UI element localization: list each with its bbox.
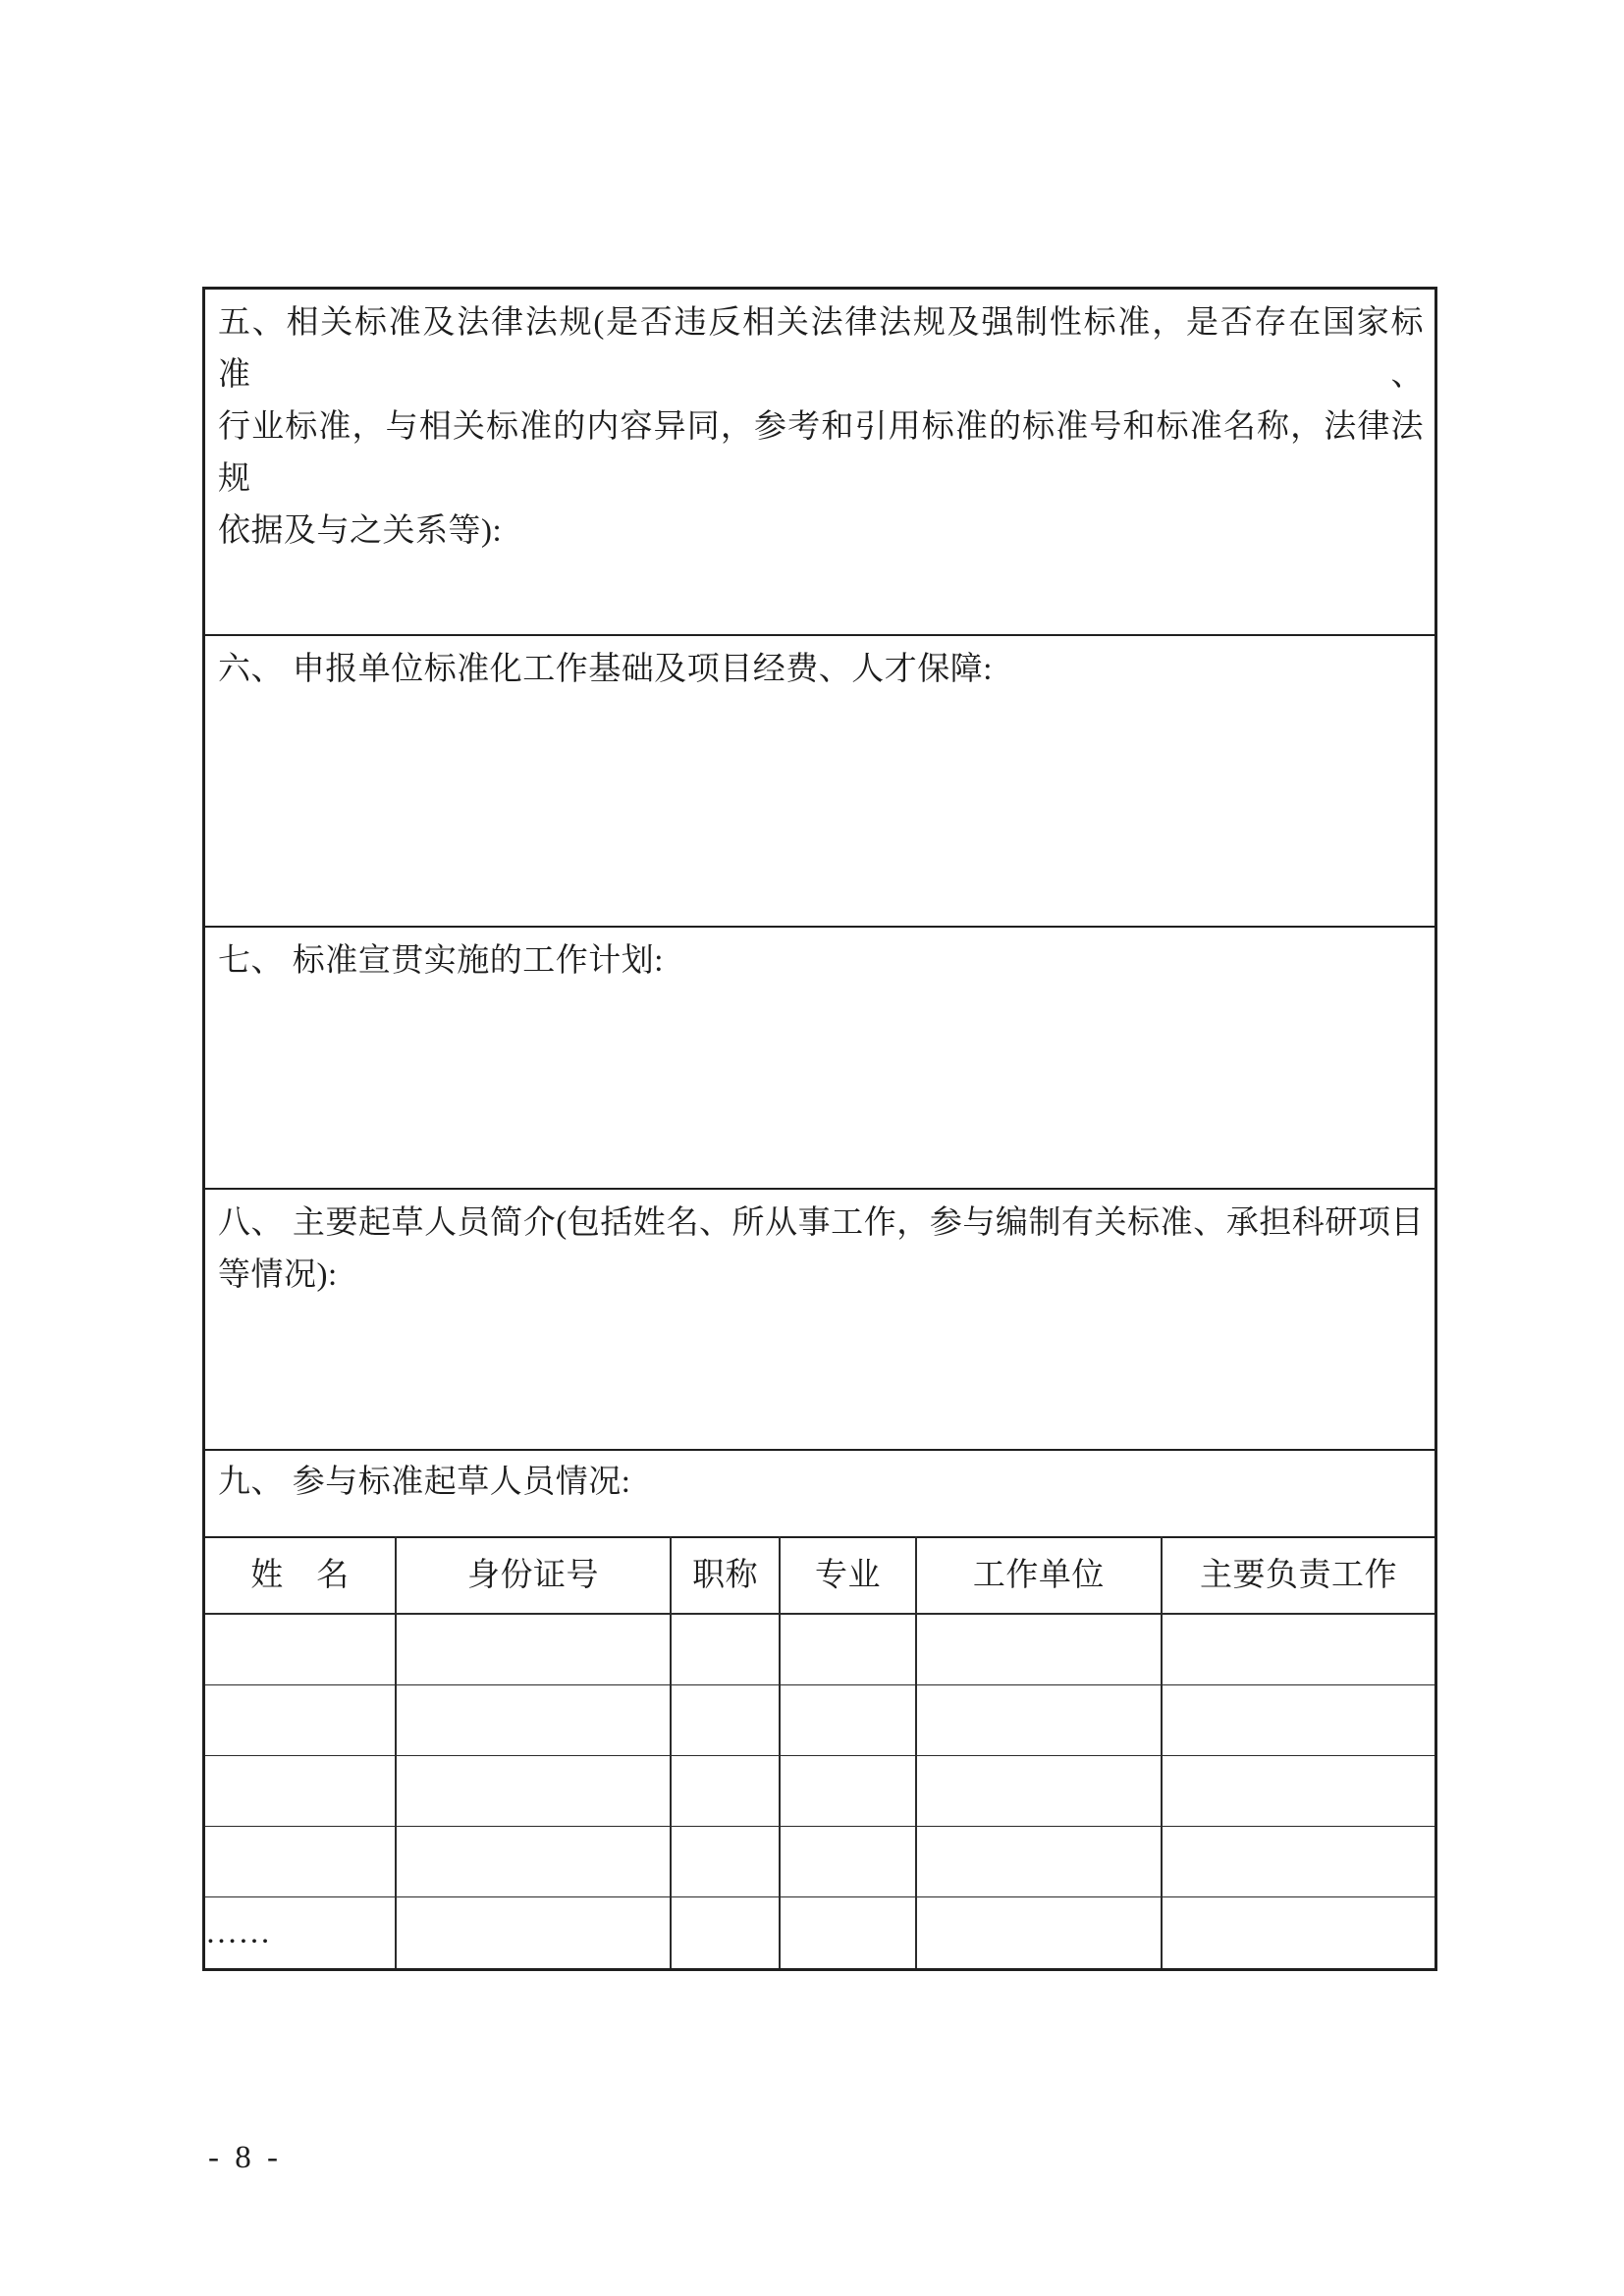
- table-row: [205, 1614, 1435, 1684]
- section-6-title: 六、 申报单位标准化工作基础及项目经费、人才保障:: [218, 652, 993, 687]
- cell-main-duty: [1162, 1897, 1435, 1968]
- header-cell-job-title: 职称: [671, 1537, 780, 1614]
- section-5-line-3: 依据及与之关系等):: [218, 513, 503, 549]
- cell-work-unit: [916, 1827, 1162, 1897]
- header-cell-id-number: 身份证号: [396, 1537, 671, 1614]
- cell-major: [780, 1755, 915, 1826]
- section-7-title: 七、 标准宣贯实施的工作计划:: [218, 943, 664, 979]
- cell-main-duty: [1162, 1827, 1435, 1897]
- cell-job-title: [671, 1684, 780, 1755]
- cell-main-duty: [1162, 1614, 1435, 1684]
- cell-job-title: [671, 1755, 780, 1826]
- cell-job-title: [671, 1897, 780, 1968]
- cell-name: [205, 1827, 396, 1897]
- cell-major: [780, 1897, 915, 1968]
- cell-major: [780, 1827, 915, 1897]
- cell-main-duty: [1162, 1684, 1435, 1755]
- section-7-implementation-plan: [205, 928, 1435, 1190]
- cell-id-number: [396, 1684, 671, 1755]
- cell-work-unit: [916, 1897, 1162, 1968]
- cell-id-number: [396, 1614, 671, 1684]
- cell-id-number: [396, 1897, 671, 1968]
- header-cell-main-duty: 主要负责工作: [1162, 1537, 1435, 1614]
- section-8-drafters-intro: [205, 1190, 1435, 1451]
- cell-major: [780, 1614, 915, 1684]
- section-5-line-2: 行业标准，与相关标准的内容异同，参考和引用标准的标准号和标准名称，法律法规: [218, 409, 1424, 497]
- cell-main-duty: [1162, 1755, 1435, 1826]
- section-9-title: 九、 参与标准起草人员情况:: [218, 1465, 631, 1500]
- cell-name: [205, 1614, 396, 1684]
- header-cell-work-unit: 工作单位: [916, 1537, 1162, 1614]
- cell-name: [205, 1684, 396, 1755]
- personnel-table: [205, 1536, 1435, 1968]
- section-6-work-foundation: [205, 636, 1435, 928]
- cell-id-number: [396, 1755, 671, 1826]
- table-row: [205, 1827, 1435, 1897]
- section-8-line-2: 等情况):: [218, 1257, 338, 1293]
- cell-work-unit: [916, 1614, 1162, 1684]
- section-5-related-standards: [205, 290, 1435, 636]
- cell-job-title: [671, 1614, 780, 1684]
- cell-job-title: [671, 1827, 780, 1897]
- table-row: [205, 1897, 1435, 1968]
- cell-work-unit: [916, 1755, 1162, 1826]
- page-number: - 8 -: [208, 2140, 282, 2175]
- header-cell-major: 专业: [780, 1537, 915, 1614]
- section-5-line-1: 五、相关标准及法律法规(是否违反相关法律法规及强制性标准，是否存在国家标准、: [218, 305, 1424, 393]
- table-row: [205, 1755, 1435, 1826]
- application-form-box: [202, 287, 1437, 1971]
- table-row: [205, 1684, 1435, 1755]
- cell-name: [205, 1755, 396, 1826]
- personnel-table-header-row: [205, 1537, 1435, 1614]
- section-8-line-1: 八、 主要起草人员简介(包括姓名、所从事工作，参与编制有关标准、承担科研项目: [218, 1205, 1424, 1241]
- cell-id-number: [396, 1827, 671, 1897]
- cell-name-ellipsis: ……: [205, 1897, 396, 1968]
- cell-major: [780, 1684, 915, 1755]
- cell-work-unit: [916, 1684, 1162, 1755]
- header-cell-name: 姓 名: [205, 1537, 396, 1614]
- section-9-participants: [205, 1451, 1435, 1968]
